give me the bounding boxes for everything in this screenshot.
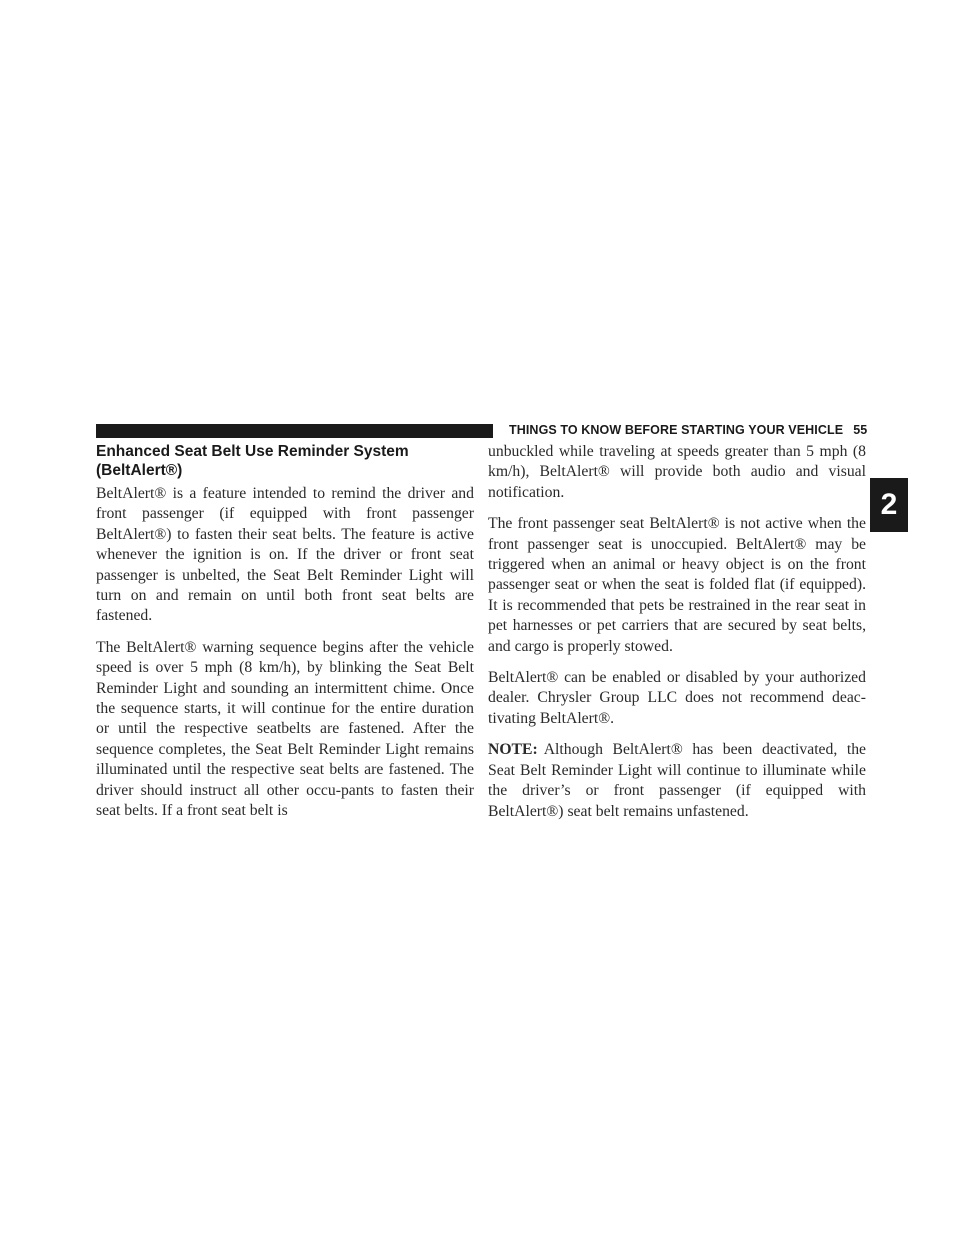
section-heading: [96, 442, 474, 480]
note-label: NOTE:: [488, 741, 538, 759]
paragraph: BeltAlert® can be enabled or disabled by your authorized dealer. Chrysler Group LLC does not recommend deac-tivating BeltAlert®.: [488, 669, 866, 727]
paragraph: The front passenger seat BeltAlert® is not active when the front passenger seat is unoccupied. BeltAlert® may be triggered when an animal or heavy object is on the front passenger seat or when the seat is folded flat (if equipped). It is recommended that pets be restrained in the rear seat in pet harnesses or pet carriers that are secured by seat belts, and cargo is properly stowed.: [488, 515, 866, 655]
heading-line-2: (BeltAlert®): [96, 462, 183, 479]
note-text: Although BeltAlert® has been deactivated, the Seat Belt Reminder Light will continue to illuminate while the driver’s or front passenger (if equipped with BeltAlert®) seat belt remains unfastened.: [488, 741, 866, 820]
heading-line-1: Enhanced Seat Belt Use Reminder System: [96, 443, 409, 460]
header-title: THINGS TO KNOW BEFORE STARTING YOUR VEHICLE: [509, 423, 844, 437]
running-header: [493, 417, 870, 443]
paragraph: unbuckled while traveling at speeds greater than 5 mph (8 km/h), BeltAlert® will provide both audio and visual notification.: [488, 443, 866, 501]
page-number: 55: [853, 423, 868, 437]
right-column: [488, 442, 866, 833]
note-paragraph: [488, 740, 866, 822]
paragraph: BeltAlert® is a feature intended to remind the driver and front passenger (if equipped with front passenger BeltAlert®) to fasten their seat belts. The feature is active whenever the ignition is on. If the driver or front seat passenger is unbelted, the Seat Belt Reminder Light will turn on and remain on until both front seat belts are fastened.: [96, 485, 474, 625]
left-column: [96, 442, 474, 833]
chapter-tab: 2: [870, 478, 908, 532]
paragraph: The BeltAlert® warning sequence begins after the vehicle speed is over 5 mph (8 km/h), by blinking the Seat Belt Reminder Light and sounding an intermittent chime. Once the sequence starts, it will continue for the entire duration or until the respective seatbelts are fastened. After the sequence completes, the Seat Belt Reminder Light remains illuminated until the respective seat belts are fastened. The driver should instruct all other occu-pants to fasten their seat belts. If a front seat belt is: [96, 638, 474, 820]
